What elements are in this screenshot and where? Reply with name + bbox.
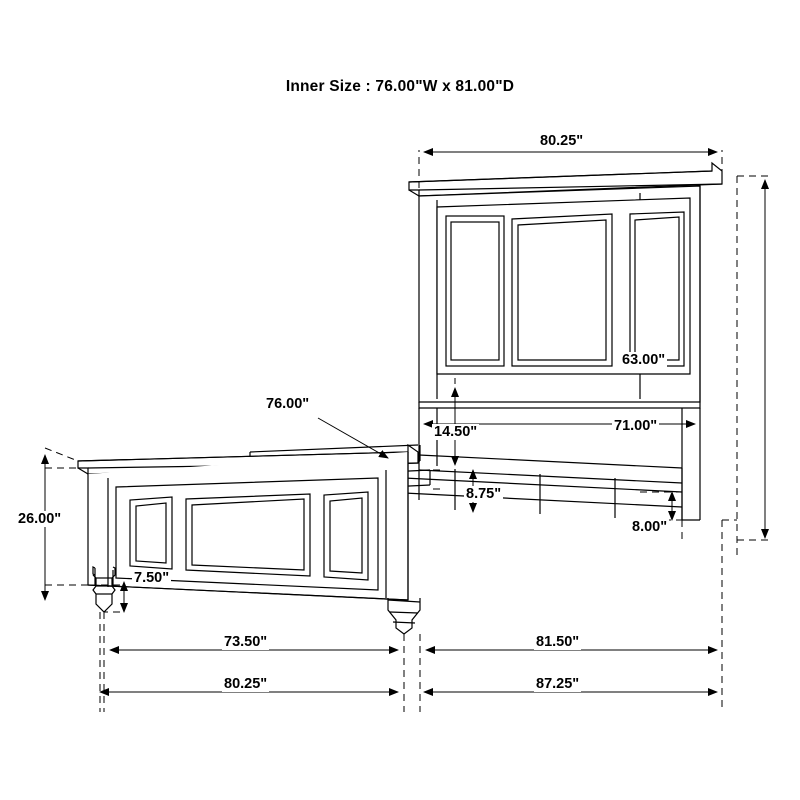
dim-rail-to-headboard: 14.50" — [434, 424, 478, 440]
dim-footboard-width: 73.50" — [224, 634, 268, 650]
dim-overall-length: 87.25" — [536, 676, 580, 692]
dim-rail-clearance: 8.00" — [632, 519, 668, 535]
dim-slat-height: 8.75" — [466, 486, 502, 502]
dim-footboard-height: 26.00" — [18, 511, 62, 527]
dim-leg-height: 7.50" — [134, 570, 170, 586]
dim-slat-width: 76.00" — [266, 396, 310, 412]
dim-headboard-width: 80.25" — [540, 133, 584, 149]
dim-side-length: 81.50" — [536, 634, 580, 650]
dim-headboard-height: 63.00" — [622, 352, 666, 368]
page-title: Inner Size : 76.00"W x 81.00"D — [285, 78, 515, 95]
dim-overall-width: 80.25" — [224, 676, 268, 692]
dim-headboard-post-height: 71.00" — [614, 418, 658, 434]
bed-outline — [78, 163, 722, 634]
